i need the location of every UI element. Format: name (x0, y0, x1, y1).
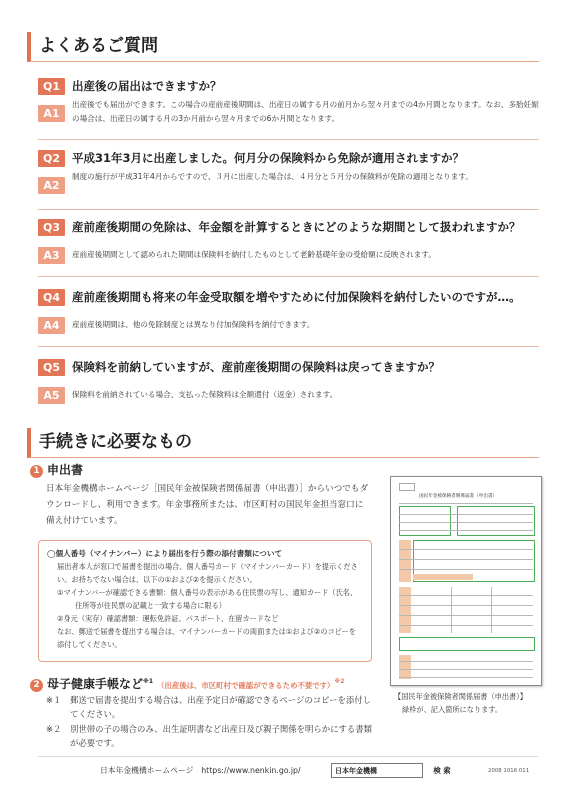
footnote-mark: ※２ (46, 724, 62, 734)
form-caption-title: 【国民年金被保険者関係届書（申出書）】 (394, 692, 527, 701)
footer-site[interactable]: 日本年金機構ホームページ https://www.nenkin.go.jp/ (100, 766, 301, 775)
step2-footnote-mark-1: ※1 (143, 678, 154, 685)
form-green-box (399, 506, 451, 536)
faq-item-4 (38, 289, 539, 347)
form-rule (451, 587, 452, 633)
form-rule (399, 514, 533, 515)
step2-label: 母子健康手帳など (47, 677, 144, 691)
question-text: 産前産後期間の免除は、年金額を計算するときにどのような期間として扱われますか？ (72, 220, 521, 234)
form-orange-block (399, 587, 411, 633)
form-rule (399, 549, 533, 550)
form-rule (399, 559, 533, 560)
divider (38, 276, 539, 277)
footnote-2 (46, 722, 376, 750)
step1-title (30, 462, 83, 478)
answer-text: 保険料を前納されている場合、支払った保険料は全額還付（返金）されます。 (72, 390, 338, 399)
search-button[interactable]: 検 索 (433, 766, 451, 775)
step2-number-icon: 2 (30, 679, 43, 692)
divider (38, 139, 539, 140)
mynumber-item1-cont: 住所等が住民票の記載と一致する場合に限る） (75, 601, 226, 610)
form-rule (399, 661, 533, 662)
form-rule (491, 587, 492, 633)
faq-item-3 (38, 219, 539, 277)
mynumber-outro: なお、郵送で届書を提出する場合は、マイナンバーカードの両面または①および②のコピーを添付してください。 (57, 627, 356, 649)
faq-item-2 (38, 150, 539, 210)
question-text: 産前産後期間も将来の年金受取額を増やすために付加保険料を納付したいのですが…。 (72, 290, 521, 304)
answer-badge: A3 (38, 247, 65, 264)
mynumber-box-title: ◯個人番号（マイナンバー）により届出を行う際の添付書類について (47, 549, 283, 558)
application-form-image (390, 476, 542, 686)
form-rule (399, 625, 533, 626)
form-rule (399, 503, 533, 504)
step2-title (30, 674, 344, 694)
footnote-text: 別世帯の子の場合のみ、出生証明書など出産日及び親子関係を明らかにする書類が必要です。 (70, 724, 373, 748)
mynumber-intro: 届出者本人が窓口で届書を提出の場合、個人番号カード（マイナンバーカード）を提示ください。お持ちでない場合は、以下の①および②を提示ください。 (57, 562, 358, 584)
search-input[interactable] (331, 763, 423, 778)
faq-item-5 (38, 359, 539, 409)
question-badge: Q5 (38, 359, 65, 376)
form-green-box (399, 637, 535, 651)
form-rule (399, 669, 533, 670)
mynumber-item2: ②身元（実存）確認書類：運転免許証、パスポート、在留カードなど (57, 614, 279, 623)
answer-text: 産前産後期間は、他の免除制度とは異なり付加保険料を納付できます。 (72, 320, 315, 329)
question-text: 保険料を前納していますが、産前産後期間の保険料は戻ってきますか？ (72, 360, 440, 374)
mynumber-info-box (38, 540, 372, 662)
divider (38, 209, 539, 210)
form-image-title: 国民年金被保険者関係届書（申出書） (419, 494, 498, 499)
question-text: 出産後の届出はできますか？ (72, 79, 222, 93)
footnote-mark: ※１ (46, 695, 62, 705)
answer-badge: A2 (38, 177, 65, 194)
question-text: 平成31年3月に出産しました。何月分の保険料から免除が適用されますか？ (72, 151, 465, 165)
faq-section-title: よくあるご質問 (27, 32, 539, 62)
answer-badge: A4 (38, 317, 65, 334)
step2-notice: （出産後は、市区町村で確認ができるため不要です） (157, 681, 335, 690)
footnote-1 (46, 693, 376, 721)
document-code: 2008 1016 011 (488, 768, 530, 774)
question-badge: Q2 (38, 150, 65, 167)
footnote-text: 郵送で届書を提出する場合は、出産予定日が確認できるページのコピーを添付してください。 (70, 695, 371, 719)
step2-footnote-mark-2: ※2 (334, 678, 345, 685)
step1-number-icon: 1 (30, 465, 43, 478)
form-green-box (457, 506, 535, 536)
form-rule (399, 522, 533, 523)
step1-label: 申出書 (47, 463, 84, 477)
form-rule (399, 569, 533, 570)
footer-divider (38, 756, 538, 757)
answer-text: 制度の施行が平成31年4月からですので、３月に出産した場合は、４月分と５月分の保険料が免除の適用となります。 (72, 172, 473, 181)
question-badge: Q1 (38, 78, 65, 95)
form-rule (399, 605, 533, 606)
form-orange-block (413, 574, 473, 580)
question-badge: Q3 (38, 219, 65, 236)
form-rule (399, 677, 533, 678)
step1-description: 日本年金機構ホームページ［国民年金被保険者関係届書（申出書）］からいつでもダウンロードし、利用できます。年金事務所または、市区町村の国民年金担当窓口に備え付けています。 (46, 484, 369, 526)
answer-badge: A1 (38, 105, 65, 122)
mynumber-item1: ①マイナンバーが確認できる書類：個人番号の表示がある住民票の写し、通知カード（氏名、 (57, 588, 358, 597)
form-caption (394, 690, 544, 716)
form-rule (399, 530, 533, 531)
procedure-section-title: 手続きに必要なもの (27, 428, 539, 458)
form-rule (399, 615, 533, 616)
form-orange-block (399, 655, 411, 679)
answer-badge: A5 (38, 387, 65, 404)
faq-item-1 (38, 78, 539, 140)
form-logo-icon (399, 483, 415, 491)
divider (38, 346, 539, 347)
form-caption-note: 緑枠が、記入箇所になります。 (402, 705, 503, 714)
answer-text: 出産後でも届出ができます。この場合の産前産後期間は、出産日の属する月の前月から翌々月までの4か月間となります。なお、多胎妊娠の場合は、出産日の属する月の3か月前から翌々月までの6か月間となります。 (72, 100, 539, 123)
form-orange-block (399, 540, 411, 582)
question-badge: Q4 (38, 289, 65, 306)
form-rule (399, 595, 533, 596)
answer-text: 産前産後期間として認められた期間は保険料を納付したものとして老齢基礎年金の受給額に反映されます。 (72, 250, 436, 259)
